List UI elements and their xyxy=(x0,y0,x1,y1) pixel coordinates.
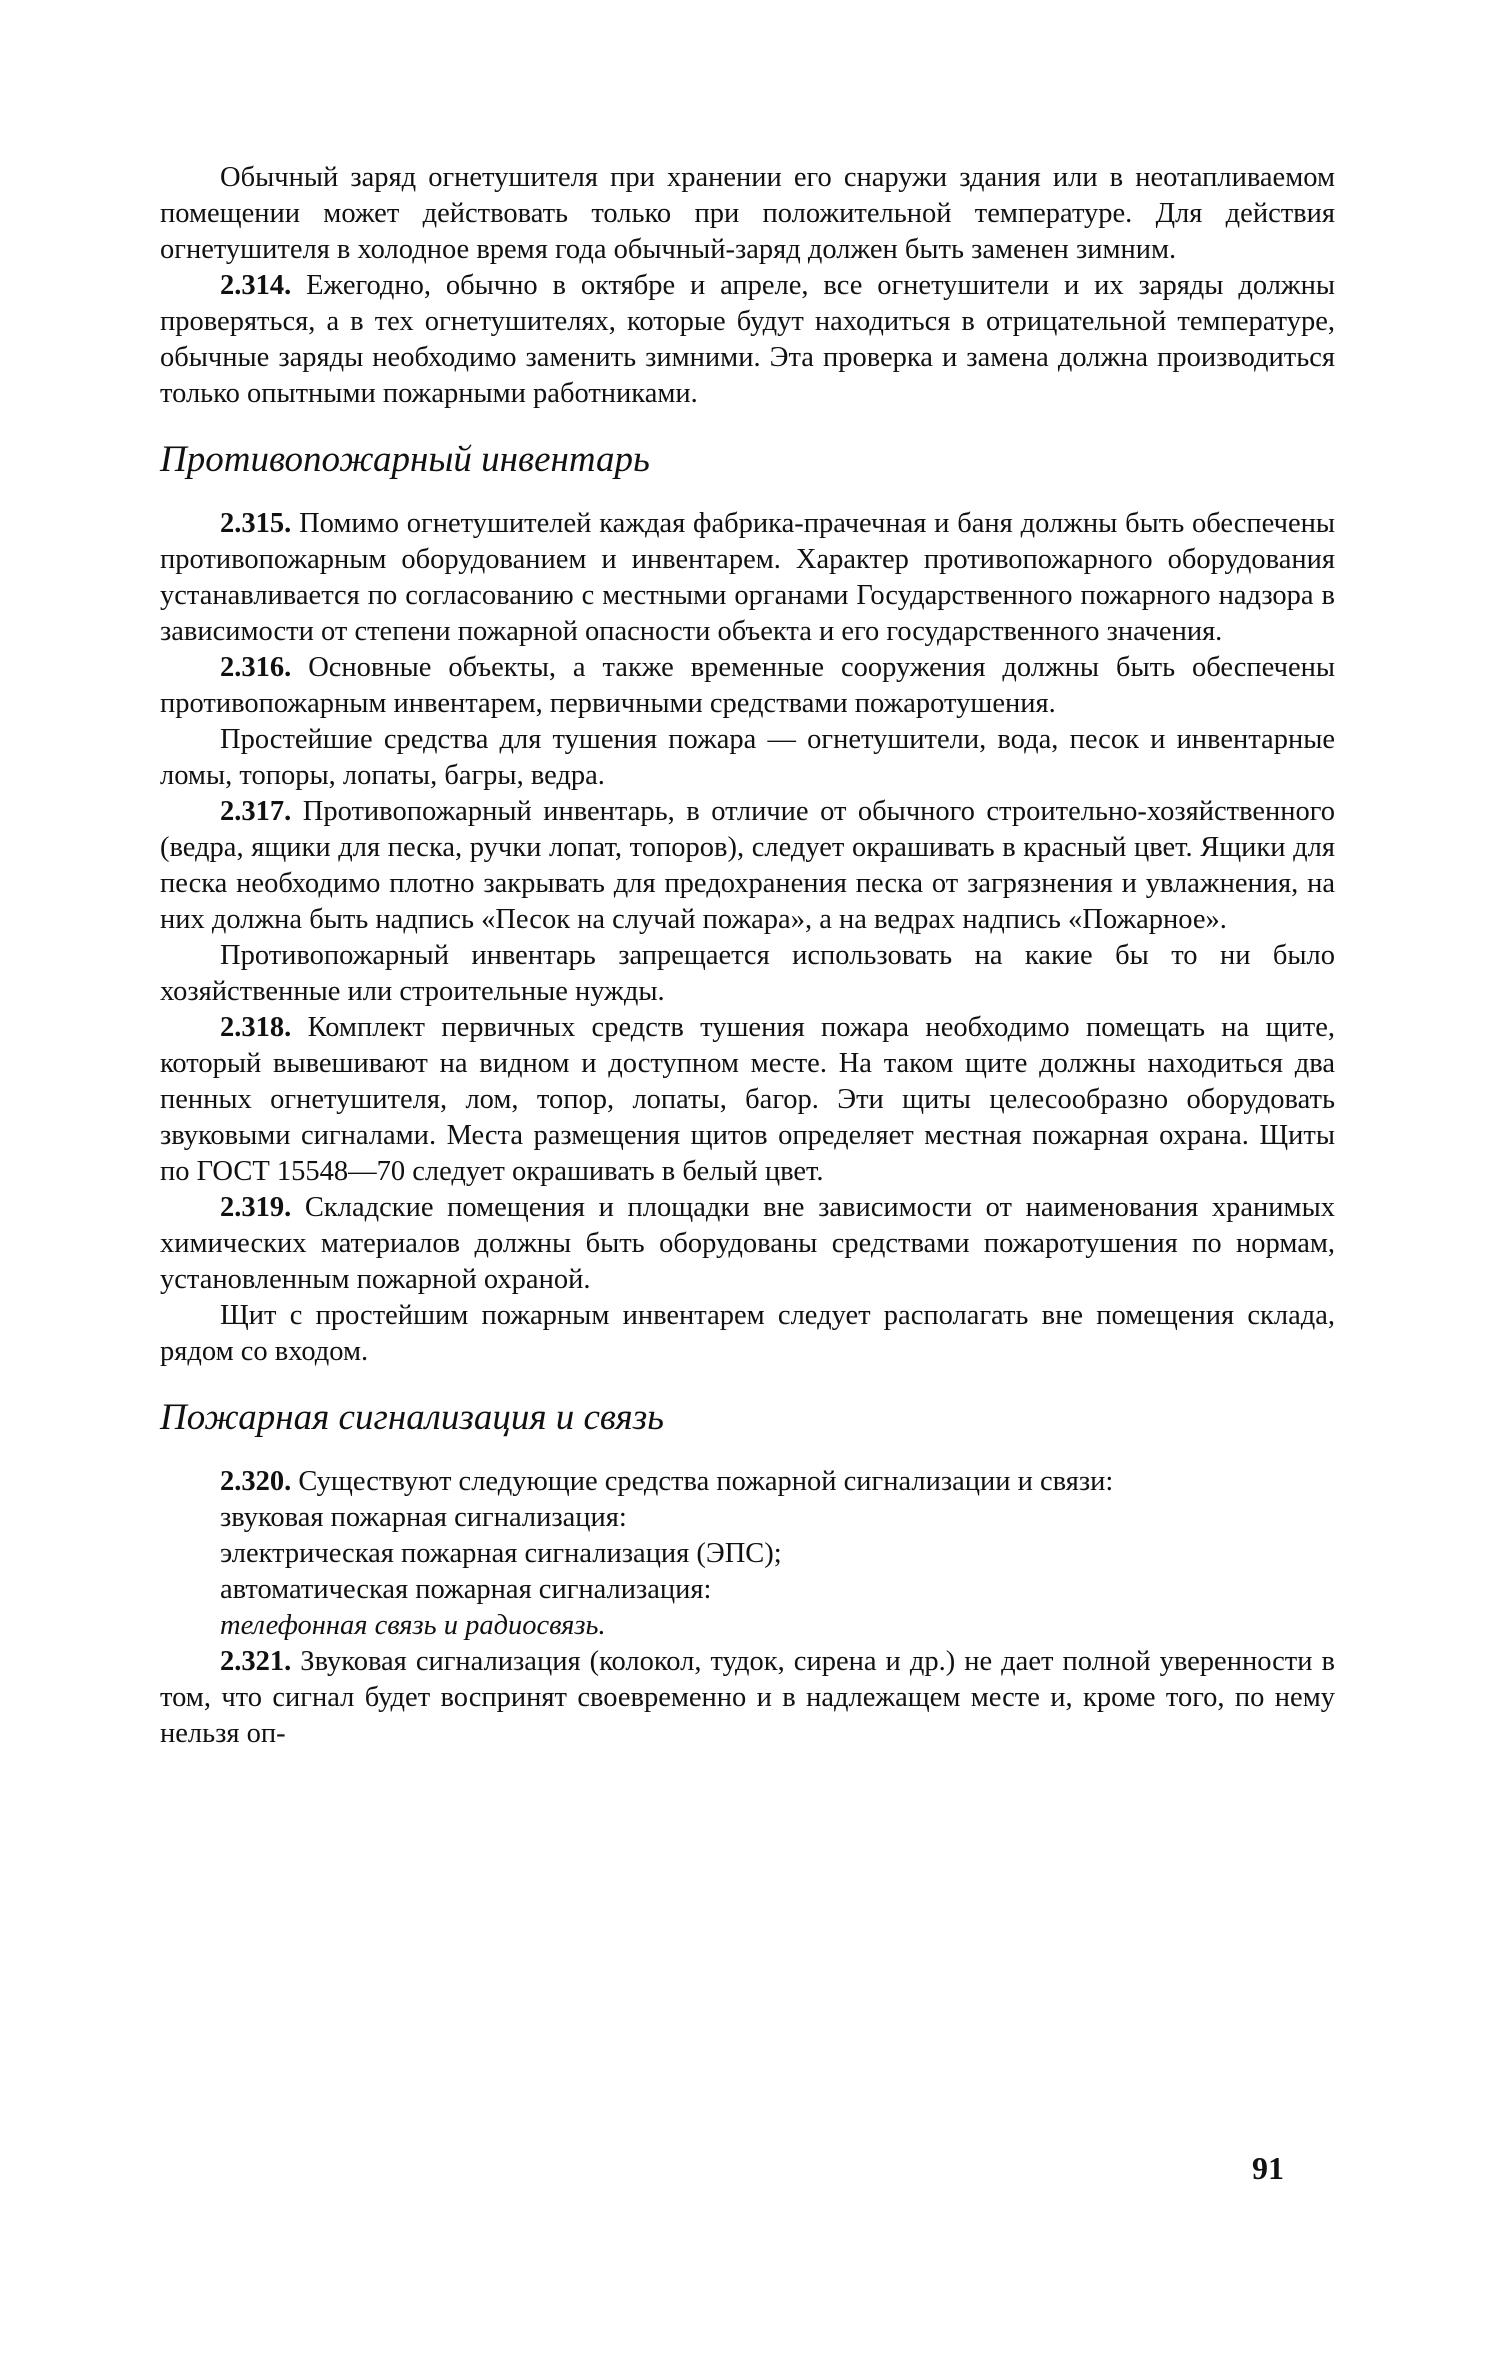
paragraph: Щит с простейшим пожарным инвентарем следует располагать вне помещения склада, рядом со входом. xyxy=(160,1300,1335,1367)
list-item: автоматическая пожарная сигнализация: xyxy=(220,1574,712,1605)
section-heading-fire-equipment: Противопожарный инвентарь xyxy=(160,439,650,480)
paragraph-text: Звуковая сигнализация (колокол, тудок, сирена и др.) не дает полной уверенности в том, что сигнал будет воспринят своевременно и в надлежащем месте и, кроме того, по нему нельзя оп- xyxy=(160,1646,1336,1749)
section-heading-fire-alarm: Пожарная сигнализация и связь xyxy=(160,1397,664,1438)
section-number: 2.320. xyxy=(220,1466,292,1497)
paragraph-2-317 xyxy=(160,794,1335,938)
list-item: звуковая пожарная сигнализация: xyxy=(220,1502,627,1533)
paragraph-2-316 xyxy=(160,650,1335,722)
paragraph-2-314 xyxy=(160,268,1335,412)
section-number: 2.321. xyxy=(220,1646,292,1677)
section-number: 2.318. xyxy=(220,1012,292,1043)
paragraph-text: Складские помещения и площадки вне зависимости от наименования хранимых химических материалов должны быть оборудованы средствами пожаротушения по нормам, установленным пожарной охраной. xyxy=(160,1192,1335,1295)
page-number: 91 xyxy=(1252,2150,1284,2186)
paragraph-text: Противопожарный инвентарь, в отличие от обычного строительно-хозяйственного (ведра, ящики для песка, ручки лопат, топоров), следует окрашивать в красный цвет. Ящики для песка необходимо плотно закрывать для предохранения песка от загрязнения и увлажнения, на них должна быть надпись «Песок на случай пожара», а на ведрах надпись «Пожарное». xyxy=(160,796,1335,935)
paragraph: Противопожарный инвентарь запрещается использовать на какие бы то ни было хозяйственные или строительные нужды. xyxy=(160,940,1335,1007)
section-number: 2.314. xyxy=(220,270,292,301)
paragraph-2-318 xyxy=(160,1010,1335,1190)
list-item: телефонная связь и радиосвязь. xyxy=(220,1610,606,1641)
section-number: 2.317. xyxy=(220,796,292,827)
paragraph-text: Существуют следующие средства пожарной сигнализации и связи: xyxy=(298,1466,1114,1497)
paragraph-text: Комплект первичных средств тушения пожара необходимо помещать на щите, который вывешивают на видном и доступном месте. На таком щите должны находиться два пенных огнетушителя, лом, топор, лопаты, багор. Эти щиты целесообразно оборудовать звуковыми сигналами. Места размещения щитов определяет местная пожарная охрана. Щиты по ГОСТ 15548—70 следует окрашивать в белый цвет. xyxy=(160,1012,1335,1187)
section-number: 2.316. xyxy=(220,652,292,683)
paragraph-text: Ежегодно, обычно в октябре и апреле, все огнетушители и их заряды должны проверяться, а в тех огнетушителях, которые будут находиться в отрицательной температуре, обычные заряды необходимо заменить зимними. Эта проверка и замена должна производиться только опытными пожарными работниками. xyxy=(160,270,1336,409)
paragraph-2-319 xyxy=(160,1190,1335,1298)
list-item: электрическая пожарная сигнализация (ЭПС); xyxy=(220,1538,782,1569)
paragraph-2-315 xyxy=(160,506,1335,650)
paragraph: Обычный заряд огнетушителя при хранении его снаружи здания или в неотапливаемом помещении может действовать только при положительной температуре. Для действия огнетушителя в холодное время года обычный-заряд должен быть заменен зимним. xyxy=(160,162,1335,265)
paragraph-2-321 xyxy=(160,1644,1335,1752)
page-body xyxy=(160,160,1335,1752)
paragraph-text: Помимо огнетушителей каждая фабрика-прачечная и баня должны быть обеспечены противопожарным оборудованием и инвентарем. Характер противопожарного оборудования устанавливается по согласованию с местными органами Государственного пожарного надзора в зависимости от степени пожарной опасности объекта и его государственного значения. xyxy=(160,508,1335,647)
section-number: 2.319. xyxy=(220,1192,292,1223)
paragraph: Простейшие средства для тушения пожара — огнетушители, вода, песок и инвентарные ломы, топоры, лопаты, багры, ведра. xyxy=(160,724,1335,791)
section-number: 2.315. xyxy=(220,508,292,539)
paragraph-text: Основные объекты, а также временные сооружения должны быть обеспечены противопожарным инвентарем, первичными средствами пожаротушения. xyxy=(160,652,1335,719)
paragraph-2-320 xyxy=(160,1464,1335,1500)
